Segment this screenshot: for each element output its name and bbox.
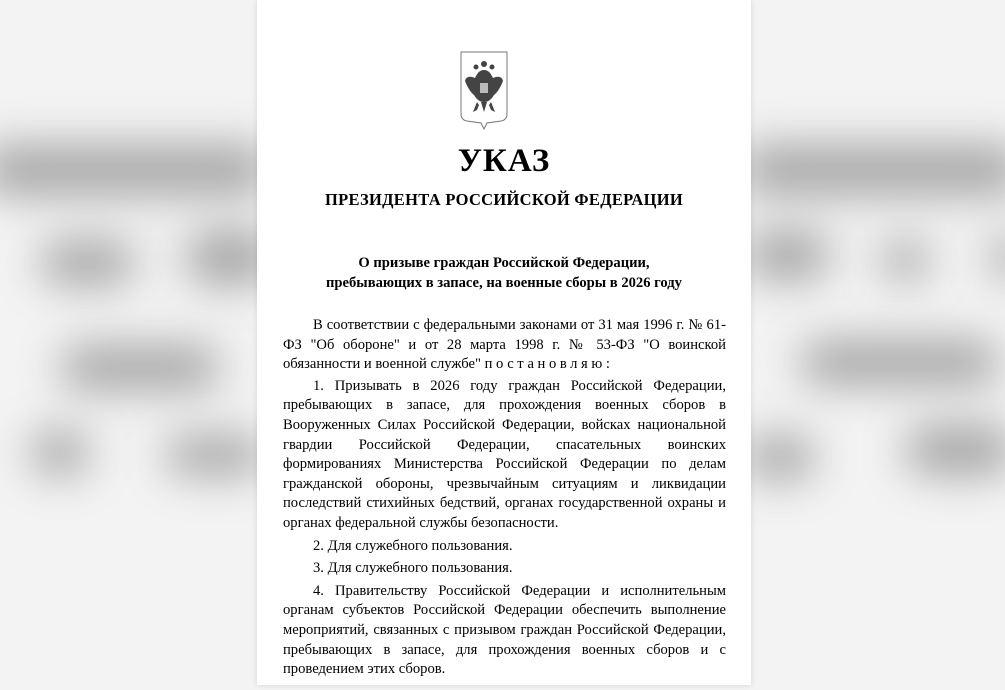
blur-shape	[745, 435, 815, 480]
decree-heading	[257, 253, 751, 293]
blur-shape	[0, 145, 270, 195]
document-subtitle: ПРЕЗИДЕНТА РОССИЙСКОЙ ФЕДЕРАЦИИ	[324, 190, 684, 209]
decree-word: постановляю:	[484, 356, 614, 373]
blur-shape	[165, 435, 265, 475]
decree-heading-line-2: пребывающих в запасе, на военные сборы в 2026 году	[326, 275, 682, 291]
blur-shape	[30, 430, 90, 475]
document-title: УКАЗ	[457, 143, 551, 179]
russian-coat-of-arms-icon	[459, 50, 509, 130]
preamble-paragraph	[283, 316, 726, 375]
decree-item-4: 4. Правительству Российской Федерации и исполнительным органам субъектов Российской Федерации обеспечить выполнение мероприятий, связанных с призывом граждан Российской Федерации, пребывающих в запасе, для прохождения военных сборов и с проведением этих сборов.	[283, 582, 726, 678]
decree-item-3: 3. Для служебного пользования.	[313, 560, 513, 577]
blur-shape	[60, 345, 220, 390]
decree-item-1: 1. Призывать в 2026 году граждан Российской Федерации, пребывающих в запасе, для прохождения военных сборов в Вооруженных Силах Российской Федерации, войсках национальной гвардии Российской Федерации, спасательных воинских формированиях Министерства Российской Федерации по делам гражданской обороны, чрезвычайным ситуациям и ликвидации последствий стихийных бедствий, органах государственной охраны и органах федеральной службы безопасности.	[283, 377, 726, 531]
decree-item-2: 2. Для служебного пользования.	[313, 537, 513, 554]
preamble-text: В соответствии с федеральными законами от 31 мая 1996 г. № 61-ФЗ "Об обороне" и от 28 марта 1998 г. № 53-ФЗ "О воинской обязанности и военной службе"	[283, 317, 726, 373]
decree-heading-line-1: О призыве граждан Российской Федерации,	[358, 255, 650, 271]
blur-shape	[880, 240, 930, 280]
blur-shape	[905, 425, 1005, 475]
blur-shape	[40, 240, 135, 285]
blur-shape	[740, 145, 1005, 195]
decree-body	[283, 316, 726, 680]
blur-shape	[745, 230, 830, 280]
blur-shape	[800, 340, 1000, 385]
blur-shape	[990, 235, 1005, 280]
